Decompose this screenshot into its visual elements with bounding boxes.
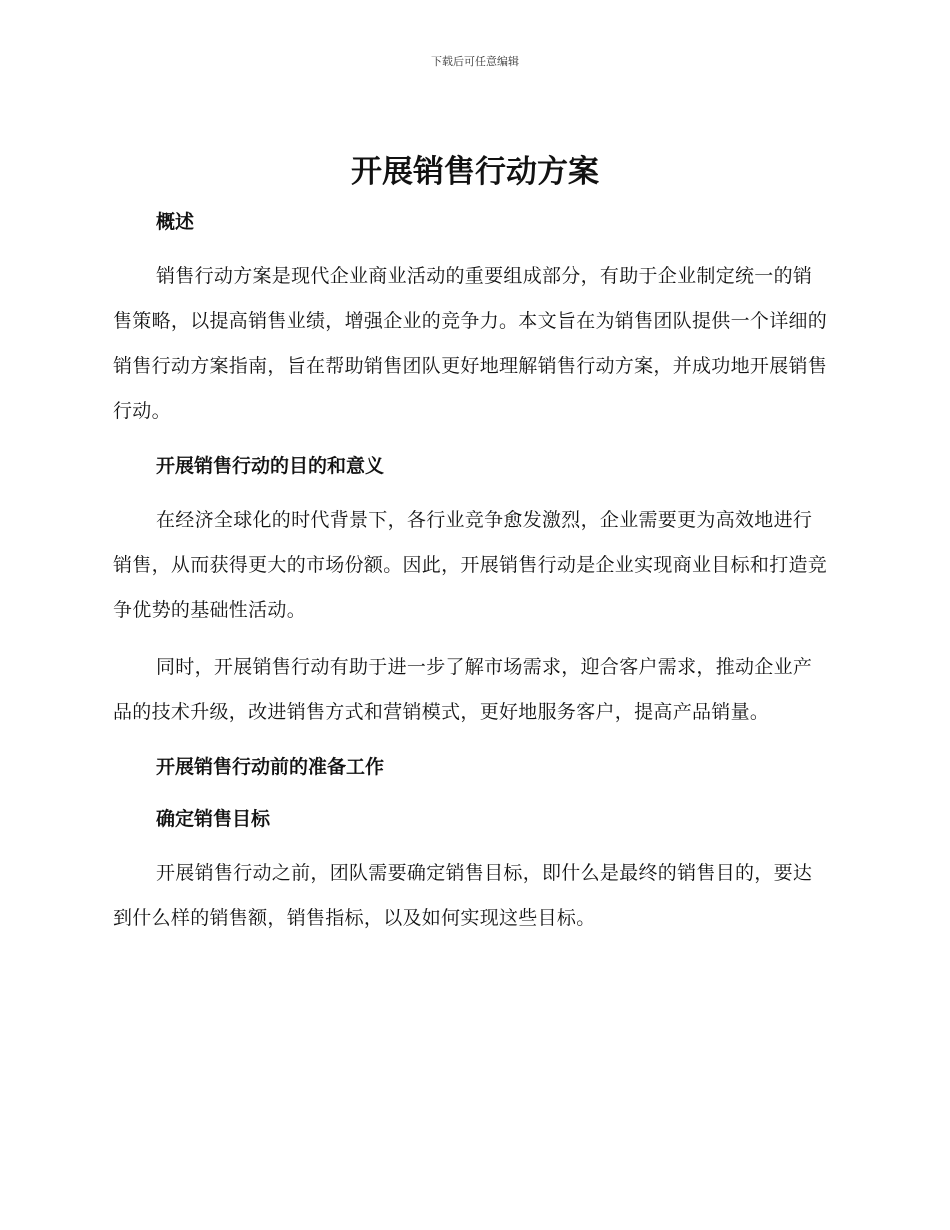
section-heading-preparation: 开展销售行动前的准备工作 xyxy=(156,756,385,778)
document-title: 开展销售行动方案 xyxy=(351,154,599,190)
section-heading-overview: 概述 xyxy=(156,211,195,233)
paragraph-overview: 销售行动方案是现代企业商业活动的重要组成部分，有助于企业制定统一的销售策略，以提高销售业绩，增强企业的竞争力。本文旨在为销售团队提供一个详细的销售行动方案指南，旨在帮助销售团队更好地理解销售行动方案，并成功地开展销售行动。 xyxy=(113,265,828,422)
paragraph-purpose-1: 在经济全球化的时代背景下，各行业竞争愈发激烈，企业需要更为高效地进行销售，从而获得更大的市场份额。因此，开展销售行动是企业实现商业目标和打造竞争优势的基础性活动。 xyxy=(113,509,828,621)
subsection-heading-sales-target: 确定销售目标 xyxy=(156,808,271,830)
document-body xyxy=(113,202,831,953)
page-header-note: 下载后可任意编辑 xyxy=(431,55,519,68)
section-heading-purpose: 开展销售行动的目的和意义 xyxy=(156,455,385,477)
paragraph-purpose-2: 同时，开展销售行动有助于进一步了解市场需求，迎合客户需求，推动企业产品的技术升级，改进销售方式和营销模式，更好地服务客户，提高产品销量。 xyxy=(113,656,813,723)
paragraph-sales-target: 开展销售行动之前，团队需要确定销售目标，即什么是最终的销售目的，要达到什么样的销售额，销售指标，以及如何实现这些目标。 xyxy=(113,862,813,929)
